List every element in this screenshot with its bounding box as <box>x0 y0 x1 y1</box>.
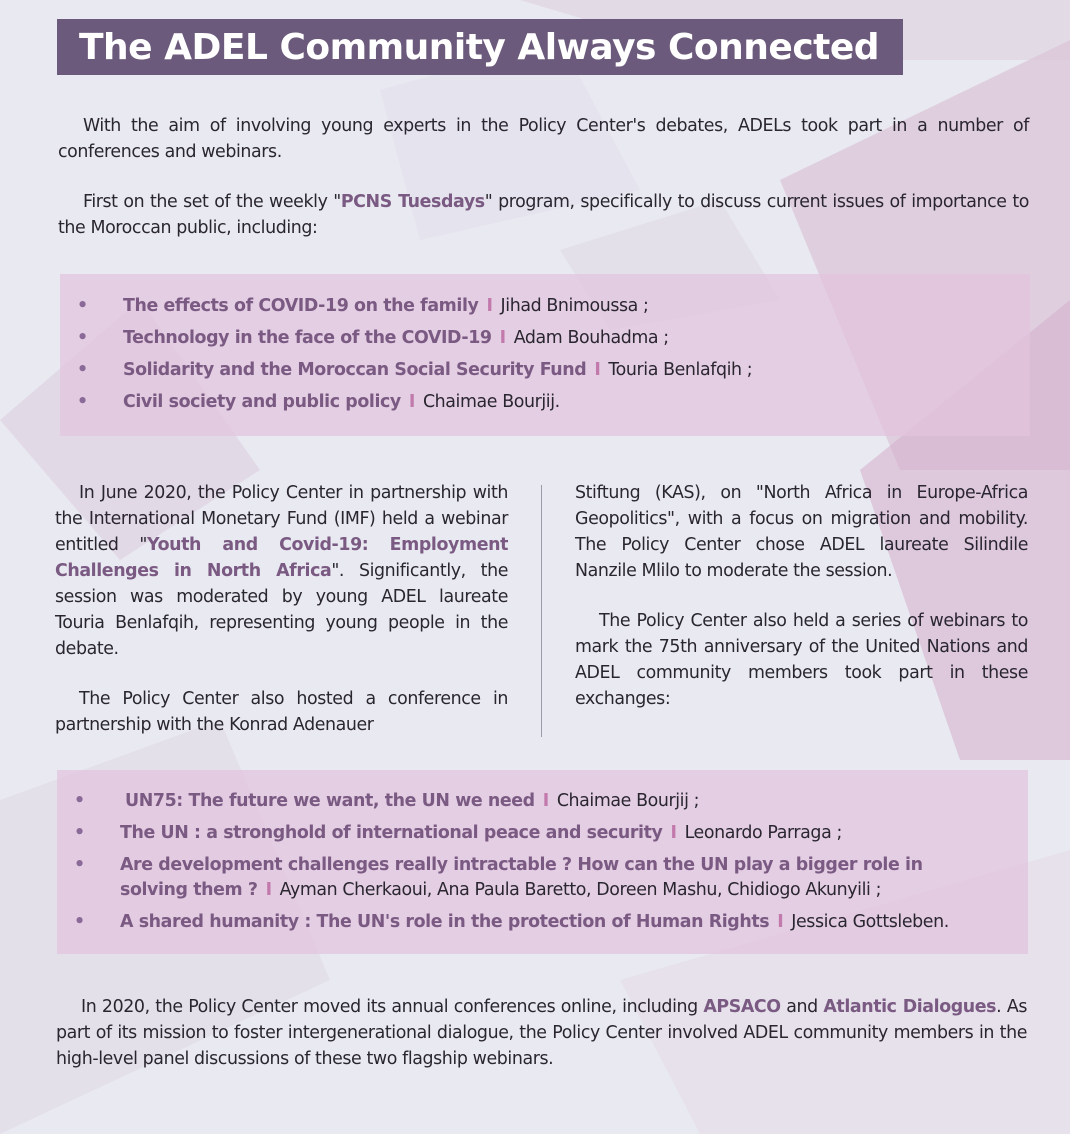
separator: I <box>486 296 493 316</box>
separator: I <box>265 880 272 900</box>
kas-continuation-paragraph <box>575 480 1028 584</box>
bullet-icon: • <box>74 855 85 875</box>
topic-title: Technology in the face of the COVID-19 <box>123 328 492 348</box>
topic-title: Solidarity and the Moroccan Social Security Fund <box>123 360 587 380</box>
separator: I <box>777 912 784 932</box>
speaker-names: Jihad Bnimoussa ; <box>500 296 649 316</box>
speaker-names: Chaimae Bourjij ; <box>556 791 700 811</box>
kas-text: The Policy Center also hosted a conference in partnership with the Konrad Adenauer <box>55 689 508 735</box>
list-item <box>57 910 1028 935</box>
pcns-topics-box <box>60 274 1030 436</box>
pcns-text-after: " program, specifically to discuss current issues of importance to the Moroccan public, including: <box>58 192 1029 238</box>
intro-paragraph <box>58 113 1029 165</box>
topic-title: A shared humanity : The UN's role in the protection of Human Rights <box>120 912 770 932</box>
list-item <box>60 326 1030 351</box>
closing-text-3: . As part of its mission to foster intergenerational dialogue, the Policy Center involved ADEL community members in the high-level panel discussions of these two flagship webinars. <box>56 997 1027 1069</box>
bullet-icon: • <box>77 360 88 380</box>
imf-webinar-paragraph <box>55 480 508 662</box>
atlantic-dialogues-highlight: Atlantic Dialogues <box>823 997 997 1017</box>
title-banner <box>57 19 903 75</box>
imf-text-before: In June 2020, the Policy Center in partnership with the International Monetary Fund (IMF) held a webinar entitled " <box>55 483 508 555</box>
page-title: The ADEL Community Always Connected <box>79 26 880 68</box>
apsaco-highlight: APSACO <box>703 997 781 1017</box>
bullet-icon: • <box>74 791 85 811</box>
separator: I <box>408 392 415 412</box>
closing-text-1: In 2020, the Policy Center moved its annual conferences online, including <box>81 997 704 1017</box>
youth-covid-highlight: Youth and Covid-19: Employment Challenges in North Africa <box>55 535 508 581</box>
kas-conference-paragraph <box>55 686 508 738</box>
column-divider <box>541 485 542 737</box>
pcns-tuesdays-highlight: PCNS Tuesdays <box>340 192 485 212</box>
separator: I <box>499 328 506 348</box>
speaker-names: Ayman Cherkaoui, Ana Paula Baretto, Doreen Mashu, Chidiogo Akunyili ; <box>279 880 882 900</box>
imf-text-after: ". Significantly, the session was moderated by young ADEL laureate Touria Benlafqih, representing young people in the debate. <box>55 561 508 659</box>
list-item <box>57 821 1028 846</box>
list-item <box>57 789 1028 814</box>
closing-text-2: and <box>780 997 824 1017</box>
topic-title: The UN : a stronghold of international peace and security <box>120 823 663 843</box>
speaker-names: Chaimae Bourjij. <box>422 392 560 412</box>
intro-text: With the aim of involving young experts in the Policy Center's debates, ADELs took part in a number of conferences and webinars. <box>58 116 1029 162</box>
list-item <box>60 294 1030 319</box>
pcns-paragraph <box>58 189 1029 241</box>
bullet-icon: • <box>77 392 88 412</box>
closing-paragraph <box>56 994 1027 1072</box>
un75-intro-paragraph <box>575 608 1028 712</box>
list-item <box>60 390 1030 415</box>
speaker-names: Jessica Gottsleben. <box>791 912 949 932</box>
topic-title: UN75: The future we want, the UN we need <box>125 791 535 811</box>
separator: I <box>670 823 677 843</box>
speaker-names: Adam Bouhadma ; <box>513 328 669 348</box>
topic-title: Are development challenges really intractable ? How can the UN play a bigger role in solving them ? <box>120 855 923 900</box>
list-item <box>60 358 1030 383</box>
un-webinars-box <box>57 770 1028 954</box>
kas-continuation-text: Stiftung (KAS), on "North Africa in Europe-Africa Geopolitics", with a focus on migration and mobility. The Policy Center chose ADEL laureate Silindile Nanzile Mlilo to moderate the session. <box>575 483 1028 581</box>
un75-intro-text: The Policy Center also held a series of webinars to mark the 75th anniversary of the United Nations and ADEL community members took part in these exchanges: <box>575 611 1028 709</box>
bullet-icon: • <box>74 823 85 843</box>
topic-title: Civil society and public policy <box>123 392 401 412</box>
speaker-names: Leonardo Parraga ; <box>684 823 842 843</box>
separator: I <box>542 791 549 811</box>
topic-title: The effects of COVID-19 on the family <box>123 296 479 316</box>
separator: I <box>594 360 601 380</box>
pcns-topics-list <box>60 294 1030 415</box>
speaker-names: Touria Benlafqih ; <box>608 360 753 380</box>
pcns-text-before: First on the set of the weekly " <box>83 192 341 212</box>
un-webinars-list <box>57 789 1028 935</box>
bullet-icon: • <box>74 912 85 932</box>
bullet-icon: • <box>77 328 88 348</box>
list-item <box>57 853 1028 903</box>
bullet-icon: • <box>77 296 88 316</box>
